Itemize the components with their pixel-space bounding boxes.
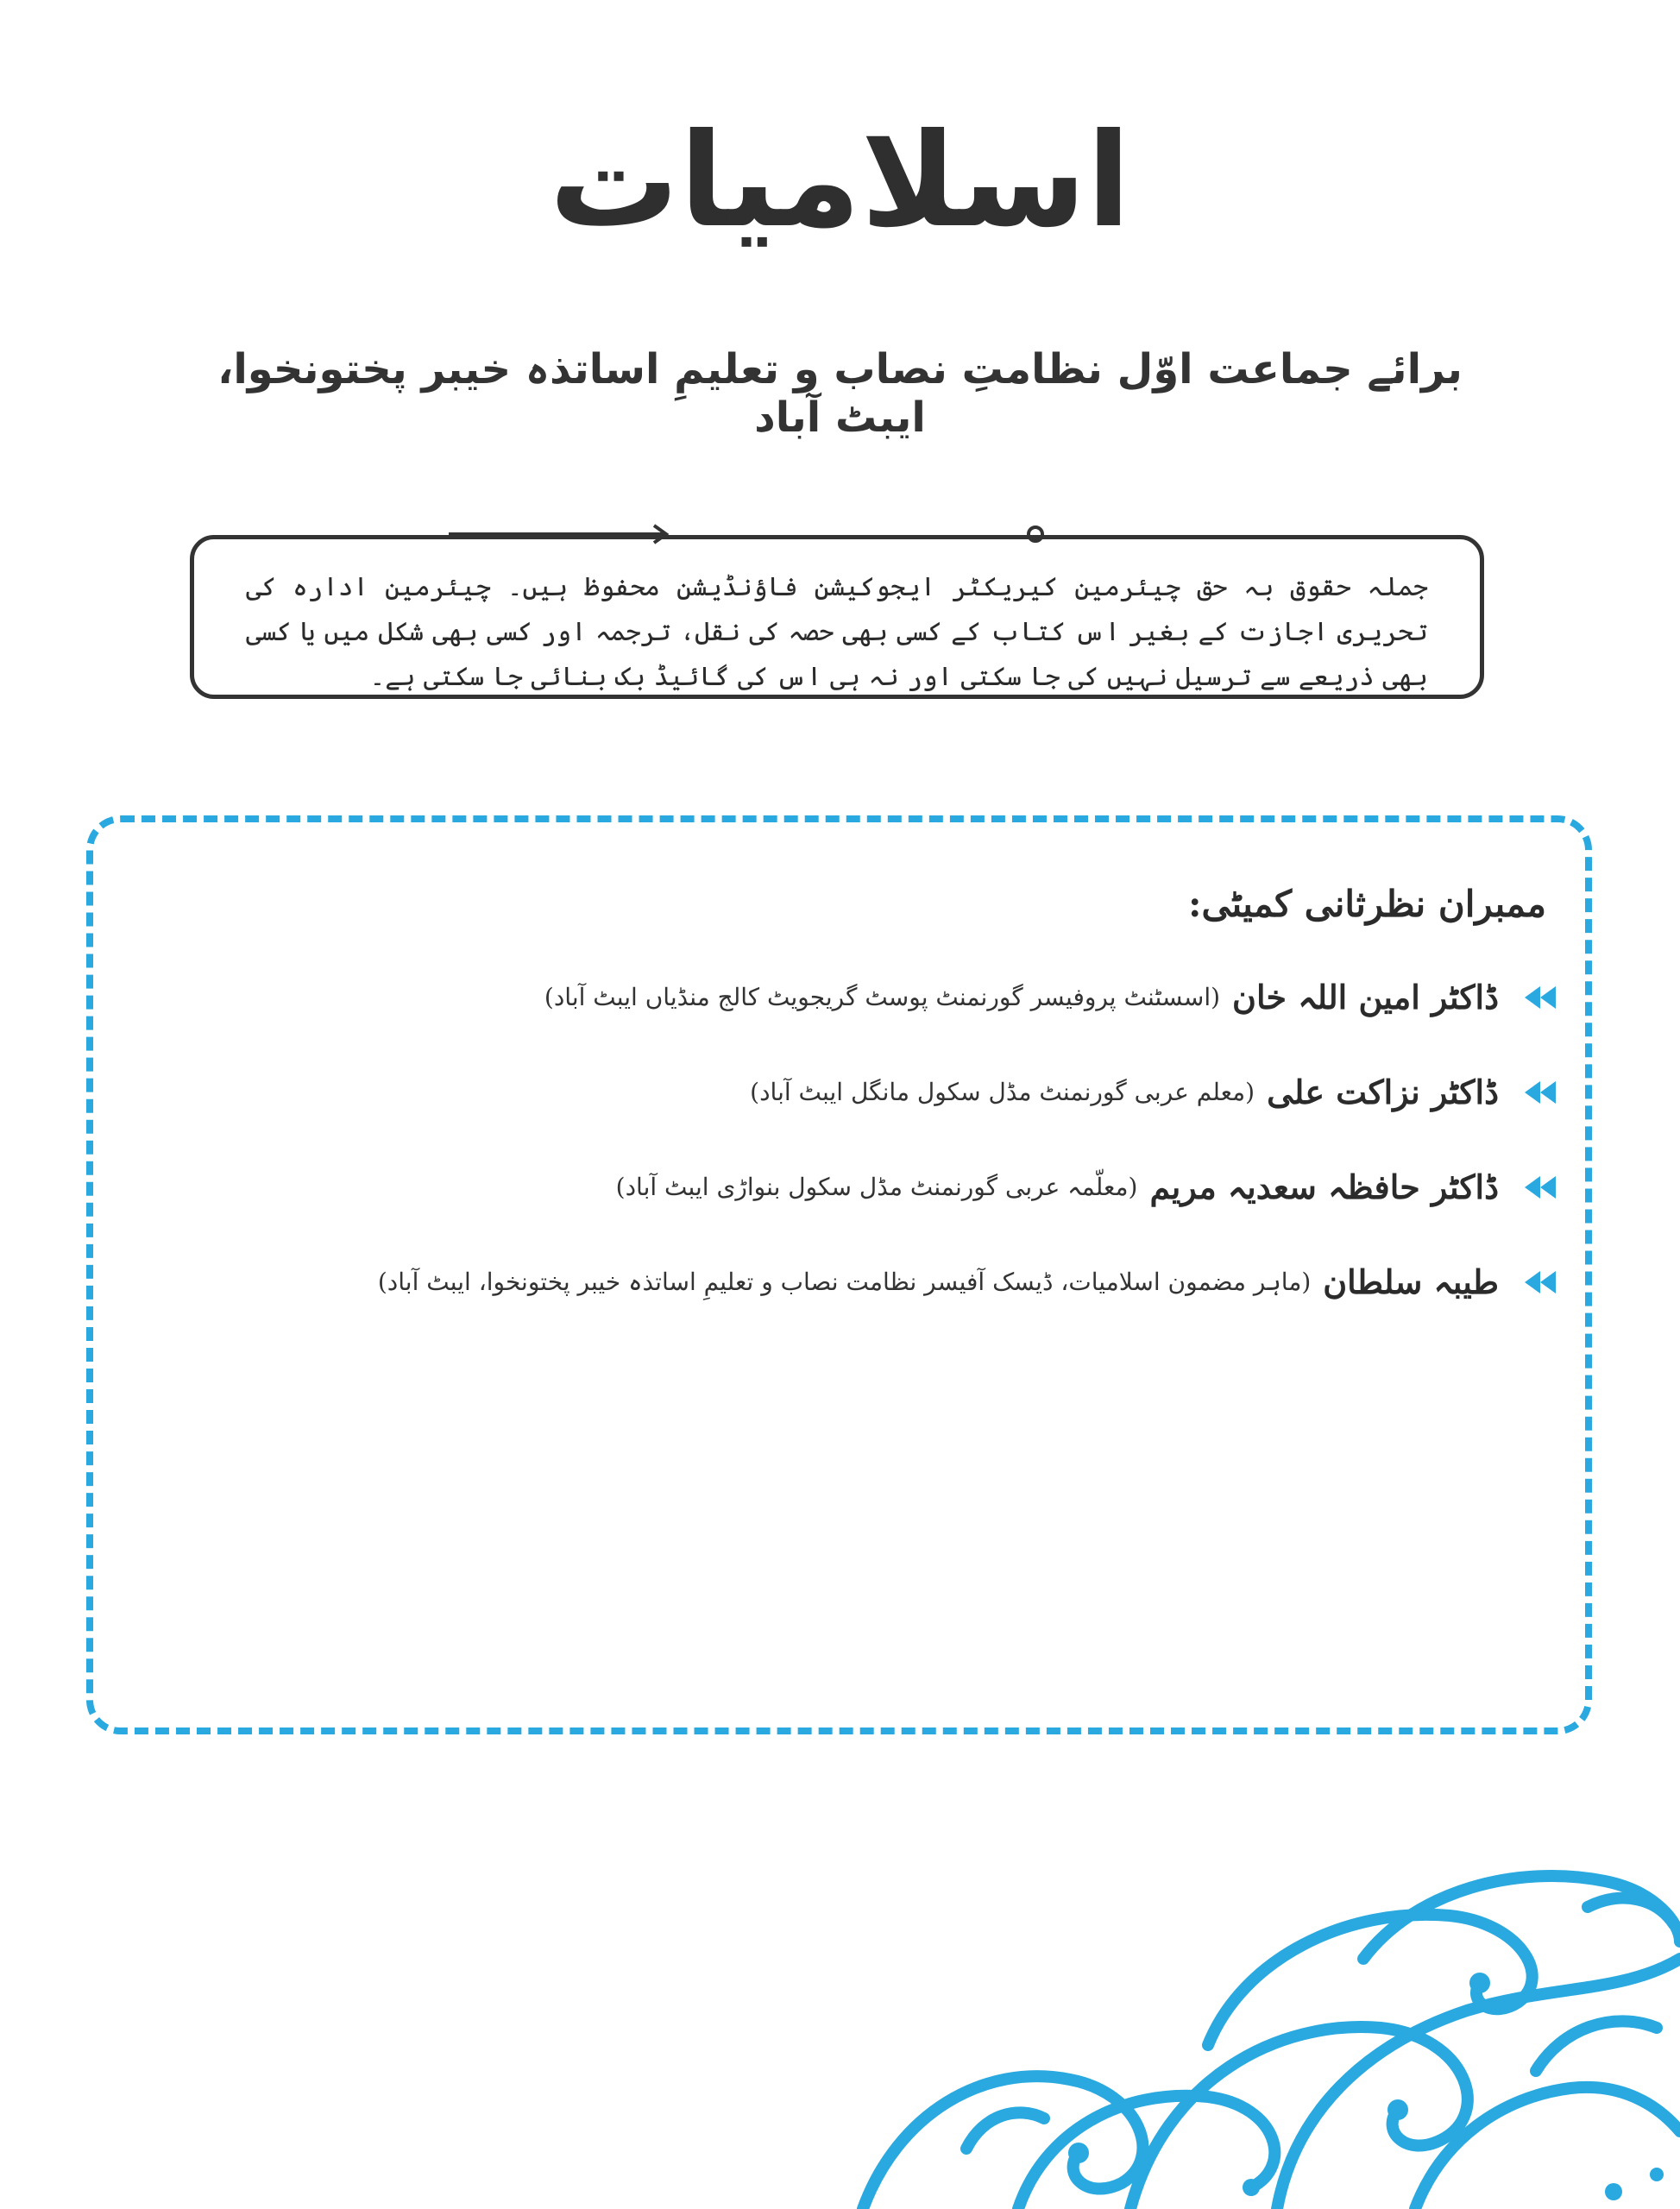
member-item	[616, 1167, 1559, 1206]
member-name: ڈاکٹر حافظہ سعدیہ مریم	[1149, 1167, 1499, 1206]
member-name: ڈاکٹر نزاکت علی	[1267, 1073, 1499, 1111]
double-arrow-bullet-icon	[1525, 985, 1559, 1010]
member-detail: (معلم عربی گورنمنٹ مڈل سکول مانگل ایبٹ آباد)	[750, 1078, 1255, 1106]
member-item	[544, 978, 1559, 1016]
copyright-text: جملہ حقوق بہ حق چیئرمین کیریکٹر ایجوکیشن فاؤنڈیشن محفوظ ہیں۔ چیئرمین ادارہ کی تحریری اجازت کے بغیر اس کتاب کے کسی بھی حصہ کی نقل، ترجمہ اور کسی بھی شکل میں یا کسی بھی ذریعے سے ترسیل نہیں کی جا سکتی اور نہ ہی اس کی گائیڈ بک بنائی جا سکتی ہے۔	[246, 572, 1428, 692]
double-arrow-bullet-icon	[1525, 1079, 1559, 1105]
review-committee-box	[86, 815, 1592, 1734]
decorative-swirl-icon	[759, 1855, 1680, 2209]
member-name: طیبہ سلطان	[1323, 1262, 1499, 1301]
member-item	[750, 1073, 1559, 1111]
double-arrow-bullet-icon	[1525, 1174, 1559, 1200]
member-detail: (ماہر مضمون اسلامیات، ڈیسک آفیسر نظامت نصاب و تعلیمِ اساتذہ خیبر پختونخوا، ایبٹ آباد)	[377, 1268, 1312, 1296]
double-arrow-bullet-icon	[1525, 1269, 1559, 1295]
member-item	[378, 1262, 1559, 1301]
member-name: ڈاکٹر امین اللہ خان	[1232, 978, 1499, 1016]
member-detail: (معلّمہ عربی گورنمنٹ مڈل سکول بنواڑی ایبٹ آباد)	[615, 1173, 1138, 1201]
page-subtitle: برائے جماعت اوّل نظامتِ نصاب و تعلیمِ اساتذہ خیبر پختونخوا، ایبٹ آباد	[217, 345, 1463, 442]
member-detail: (اسسٹنٹ پروفیسر گورنمنٹ پوسٹ گریجویٹ کالج منڈیاں ایبٹ آباد)	[544, 983, 1221, 1011]
committee-heading: ممبران نظرثانی کمیٹی:	[1187, 883, 1546, 925]
page-title: اسلامیات	[549, 106, 1131, 256]
copyright-box	[190, 535, 1484, 699]
